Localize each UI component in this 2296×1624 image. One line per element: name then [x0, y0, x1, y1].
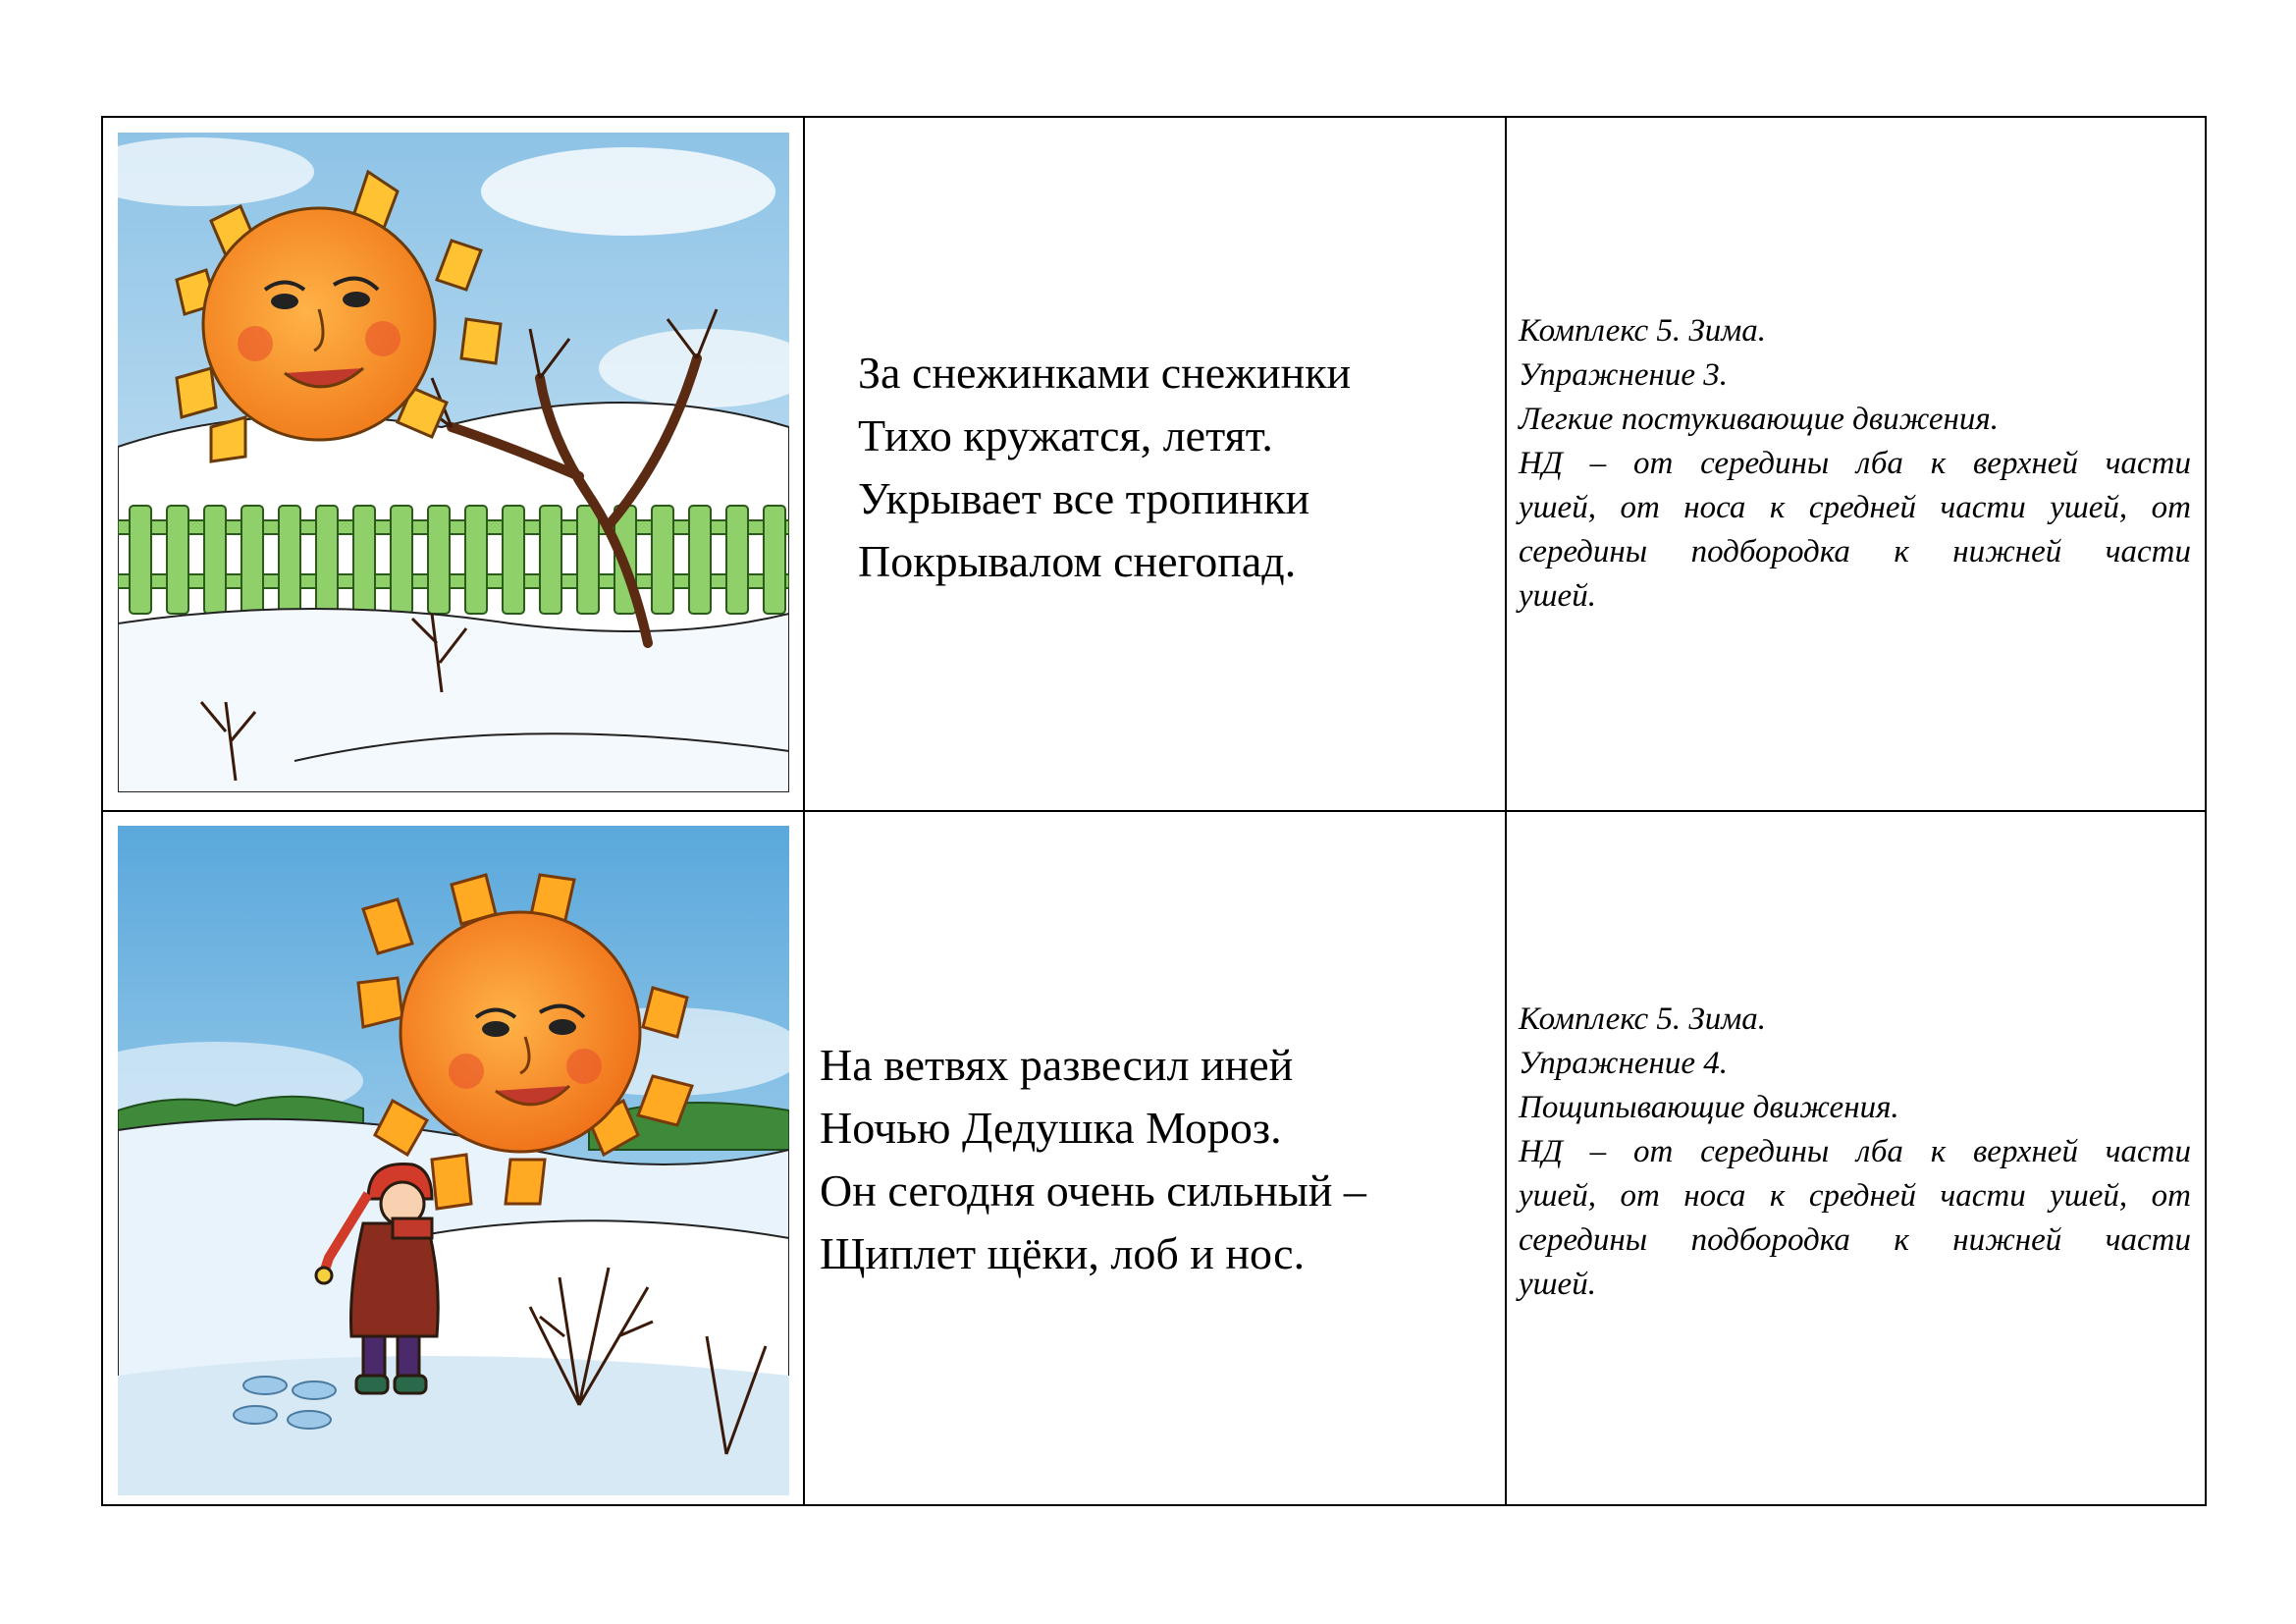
card-1-notes-cell	[1507, 118, 2205, 812]
direction-line: ушей.	[1519, 578, 1596, 614]
direction-line: НД – от середины лба к верхней части	[1519, 1134, 2191, 1169]
poem-line: Укрывает все тропинки	[858, 473, 1310, 523]
card-1-notes	[1519, 309, 2191, 619]
direction-line: ушей, от носа к средней части ушей, от	[1519, 1178, 2191, 1214]
poem-line: Щиплет щёки, лоб и нос.	[820, 1228, 1306, 1278]
movement-label: Пощипывающие движения.	[1519, 1090, 1899, 1125]
card-2-notes-cell	[1507, 812, 2205, 1504]
exercise-label: Упражнение 4.	[1519, 1046, 1729, 1081]
card-1-poem	[858, 342, 1351, 593]
poem-line: Тихо кружатся, летят.	[858, 410, 1273, 460]
card-2-notes	[1519, 998, 2191, 1307]
sun-over-snowy-fence-icon	[118, 133, 789, 792]
direction-line: ушей.	[1519, 1267, 1596, 1302]
poem-line: Покрывалом снегопад.	[858, 536, 1297, 586]
direction-line: середины подбородка к нижней части	[1519, 534, 2191, 569]
poem-line: Он сегодня очень сильный –	[820, 1165, 1366, 1216]
complex-label: Комплекс 5. Зима.	[1519, 1001, 1767, 1037]
complex-label: Комплекс 5. Зима.	[1519, 313, 1767, 349]
movement-label: Легкие постукивающие движения.	[1519, 402, 2000, 437]
card-2-poem	[820, 1034, 1366, 1285]
poem-line: Ночью Дедушка Мороз.	[820, 1103, 1282, 1153]
poem-line: За снежинками снежинки	[858, 348, 1352, 398]
exercise-cards-table	[101, 116, 2207, 1506]
direction-line: середины подбородка к нижней части	[1519, 1222, 2191, 1258]
card-1-poem-cell	[805, 118, 1507, 812]
poem-line: На ветвях развесил иней	[820, 1040, 1294, 1090]
direction-line: ушей, от носа к средней части ушей, от	[1519, 490, 2191, 525]
card-2-poem-cell	[805, 812, 1507, 1504]
direction-line: НД – от середины лба к верхней части	[1519, 446, 2191, 481]
card-1-illustration-cell	[103, 118, 805, 812]
card-2-illustration-cell	[103, 812, 805, 1504]
sun-and-child-in-snow-icon	[118, 826, 789, 1495]
exercise-label: Упражнение 3.	[1519, 357, 1729, 393]
